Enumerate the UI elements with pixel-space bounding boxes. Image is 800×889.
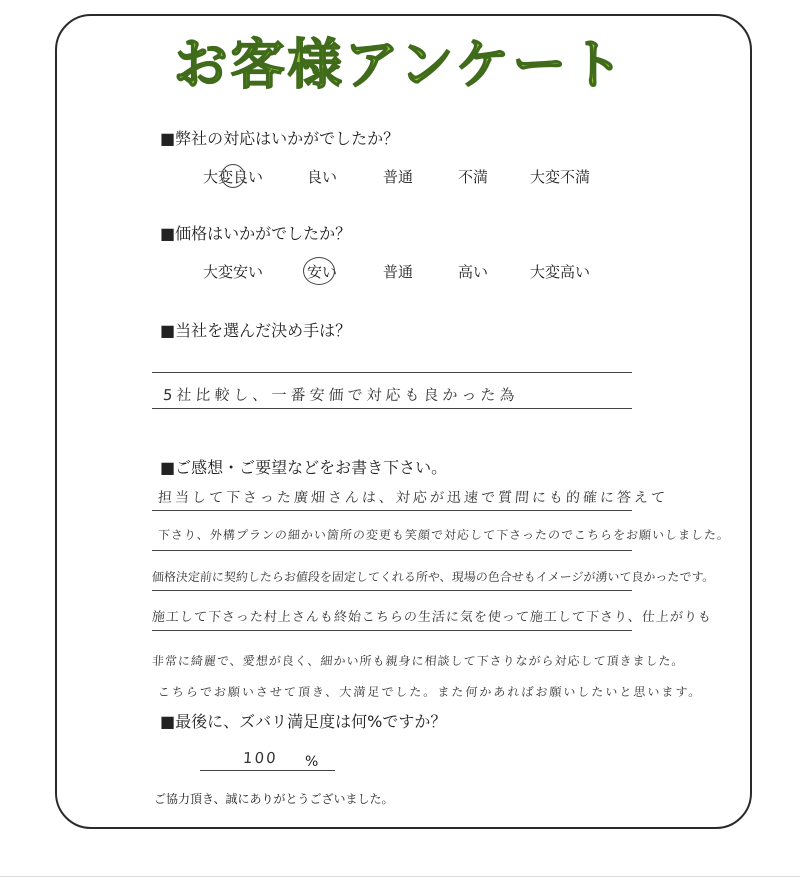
percent-sign: % <box>305 754 319 770</box>
option-price-normal[interactable]: 普通 <box>383 263 414 281</box>
question-deciding-factor: ■当社を選んだ決め手は？ <box>160 321 352 340</box>
option-price-cheap[interactable]: 安い <box>307 263 338 281</box>
survey-title: お客様アンケート <box>173 33 627 96</box>
satisfaction-line <box>200 770 335 771</box>
thank-you-note: ご協力頂き、誠にありがとうございました。 <box>154 792 394 806</box>
answer-line <box>152 590 632 591</box>
satisfaction-value: 100 <box>242 749 279 767</box>
question-service: ■弊社の対応はいかがでしたか？ <box>160 129 400 148</box>
comment-line-2: 下さり、外構プランの細かい箇所の変更も笑顔で対応して下さったのでこちらをお願いしました。 <box>157 528 731 542</box>
option-price-very-cheap[interactable]: 大変安い <box>203 263 264 281</box>
comment-line-1: 担当して下さった廣畑さんは、対応が迅速で質問にも的確に答えて <box>157 490 669 506</box>
question-satisfaction: ■最後に、ズバリ満足度は何%ですか？ <box>160 712 447 731</box>
option-service-normal[interactable]: 普通 <box>383 168 414 186</box>
option-price-expensive[interactable]: 高い <box>458 263 489 281</box>
answer-line <box>152 630 632 631</box>
option-service-good[interactable]: 良い <box>307 168 338 186</box>
answer-line <box>152 408 632 409</box>
question-price: ■価格はいかがでしたか？ <box>160 224 352 243</box>
option-service-dissatisfied[interactable]: 不満 <box>458 168 489 186</box>
option-price-very-expensive[interactable]: 大変高い <box>530 263 591 281</box>
question-comments: ■ご感想・ご要望などをお書き下さい。 <box>160 458 448 477</box>
answer-deciding-factor: 5社比較し、一番安価で対応も良かった為 <box>162 386 520 404</box>
comment-line-4: 施工して下さった村上さんも終始こちらの生活に気を使って施工して下さり、仕上がりも <box>151 610 713 625</box>
selection-circle <box>303 257 338 285</box>
answer-line <box>152 372 632 373</box>
comment-line-5: 非常に綺麗で、愛想が良く、細かい所も親身に相談して下さりながら対応して頂きました。 <box>151 654 685 668</box>
selection-circle <box>221 164 245 188</box>
scan-edge <box>0 876 800 877</box>
comment-line-3: 価格決定前に契約したらお値段を固定してくれる所や、現場の色合せもイメージが湧いて良かったです。 <box>151 570 715 584</box>
option-service-very-dissatisfied[interactable]: 大変不満 <box>530 168 591 186</box>
answer-line <box>152 550 632 551</box>
comment-line-6: こちらでお願いさせて頂き、大満足でした。また何かあればお願いしたいと思います。 <box>157 685 703 699</box>
option-service-very-good[interactable]: 大変良い <box>203 168 264 186</box>
answer-line <box>152 510 632 511</box>
